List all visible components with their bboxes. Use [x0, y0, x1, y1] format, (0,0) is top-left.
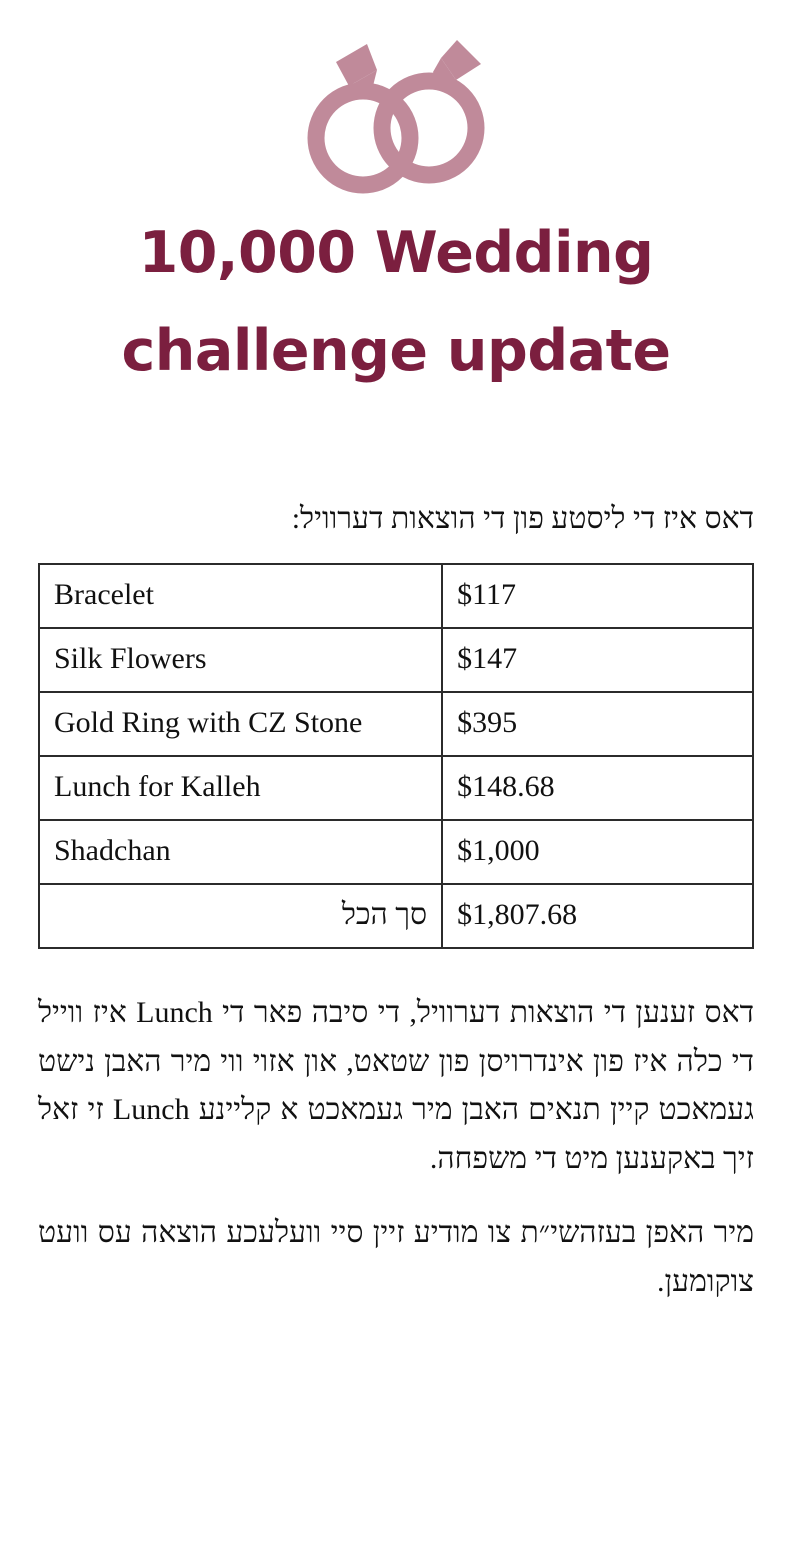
table-row	[39, 820, 753, 884]
paragraph-1-part-a: דאס זענען די הוצאות דערוויל, די סיבה פאר די	[212, 996, 754, 1030]
wedding-rings-icon	[281, 26, 511, 201]
table-row	[39, 564, 753, 628]
intro-text: דאס איז די ליסטע פון די הוצאות דערוויל:	[291, 502, 754, 536]
page-title-line-1: 10,000 Wedding	[138, 220, 654, 286]
table-cell-total-label: סך הכל	[39, 884, 442, 948]
table-cell-item: Shadchan	[39, 820, 442, 884]
table-row	[39, 756, 753, 820]
table-cell-price: $147	[442, 628, 753, 692]
page-title	[66, 204, 726, 400]
body-paragraph-2: מיר האפן בעזהשי״ת צו מודיע זיין סיי וועלעכע הוצאה עס וועט צוקומען.	[38, 1216, 754, 1299]
costs-table	[38, 563, 754, 949]
page-title-line-2: challenge update	[121, 318, 671, 385]
table-cell-item: Silk Flowers	[39, 628, 442, 692]
table-cell-price: $395	[442, 692, 753, 756]
logo-container	[0, 0, 792, 190]
body-text	[38, 989, 754, 1307]
table-cell-price: $1,000	[442, 820, 753, 884]
paragraph-1-lunch-1: Lunch	[136, 996, 213, 1030]
table-row	[39, 692, 753, 756]
body-paragraph-1	[38, 989, 754, 1183]
table-cell-price: $148.68	[442, 756, 753, 820]
table-cell-item: Gold Ring with CZ Stone	[39, 692, 442, 756]
table-cell-price: $117	[442, 564, 753, 628]
paragraph-1-part-b: איז ווייל די כלה איז פון אינדרויסן פון שטאט, און אזוי ווי מיר האבן נישט געמאכט קיין תנאים האבן מיר געמאכט א קליינע	[38, 996, 754, 1127]
paragraph-1-lunch-2: Lunch	[112, 1093, 190, 1127]
table-cell-total-price: $1,807.68	[442, 884, 753, 948]
table-row	[39, 628, 753, 692]
table-cell-item: Bracelet	[39, 564, 442, 628]
table-row-total	[39, 884, 753, 948]
table-cell-item: Lunch for Kalleh	[39, 756, 442, 820]
paragraph-1-part-c: זי זאל זיך באקענען מיט די משפחה.	[38, 1093, 754, 1175]
costs-table-container	[38, 563, 754, 949]
